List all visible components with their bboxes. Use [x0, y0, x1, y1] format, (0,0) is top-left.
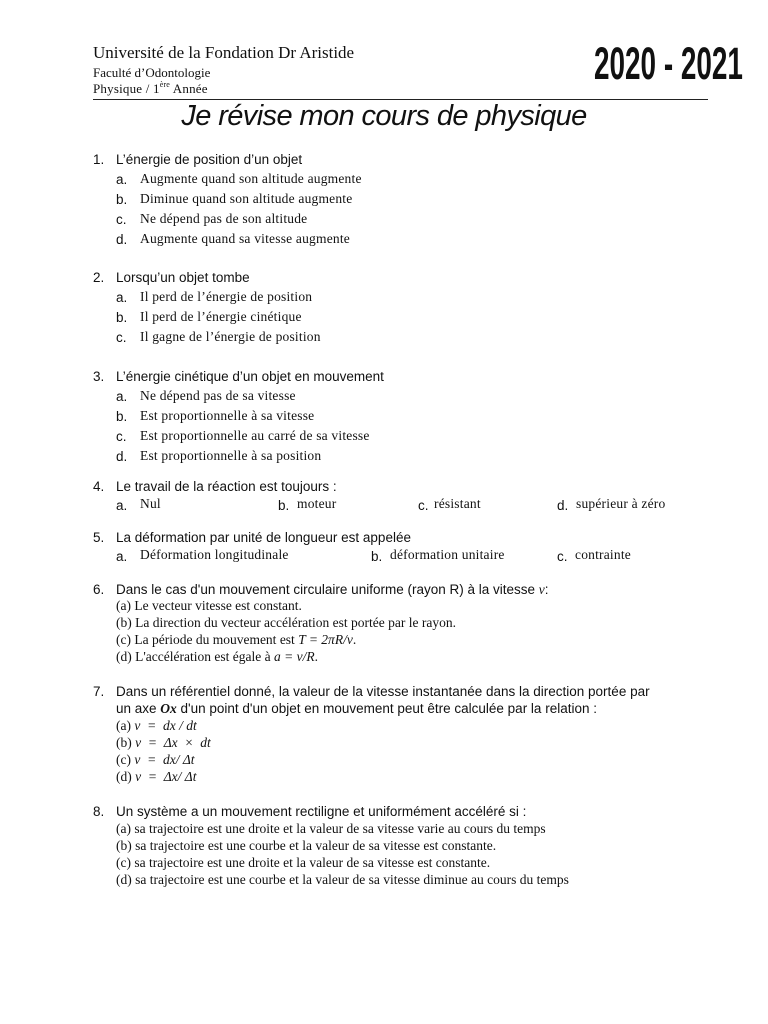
option-letter: d. [557, 498, 569, 513]
option-letter: a. [116, 549, 128, 564]
option-text: contrainte [575, 547, 631, 562]
question-number: 2. [93, 270, 105, 285]
course-label: Physique / 1 [93, 81, 160, 96]
option-text: déformation unitaire [390, 547, 505, 562]
option-label: (b) [116, 735, 136, 750]
option-letter: c. [418, 498, 429, 513]
option-text: (a) Le vecteur vitesse est constant. [116, 598, 302, 613]
option-letter: a. [116, 389, 128, 404]
option-text: moteur [297, 496, 337, 511]
option-text: (a) sa trajectoire est une droite et la valeur de sa vitesse varie au cours du temps [116, 821, 546, 836]
option-text-main: (c) La période du mouvement est [116, 632, 299, 647]
option-formula: v = Δx/ Δt [135, 769, 197, 784]
option-text: Ne dépend pas de son altitude [140, 211, 308, 226]
option-formula: a = v/R [273, 649, 315, 664]
question-number: 5. [93, 530, 105, 545]
option-letter: b. [371, 549, 383, 564]
question-text: Le travail de la réaction est toujours : [116, 479, 337, 494]
question-text-pre: un axe [116, 701, 161, 716]
option-text: résistant [434, 496, 481, 511]
question-text-post: d'un point d'un objet en mouvement peut être calculée par la relation : [176, 701, 597, 716]
option-letter: c. [116, 330, 127, 345]
option-letter: c. [116, 212, 127, 227]
option-letter: a. [116, 172, 128, 187]
question-text: La déformation par unité de longueur est appelée [116, 530, 411, 545]
option-label: (d) [116, 769, 136, 784]
option-text: Déformation longitudinale [140, 547, 289, 562]
option-letter: b. [116, 310, 128, 325]
option-text: Augmente quand sa vitesse augmente [140, 231, 350, 246]
question-text: Lorsqu’un objet tombe [116, 270, 250, 285]
option-label: (c) [116, 752, 135, 767]
question-text [116, 582, 549, 598]
option-text [116, 718, 197, 734]
question-number: 3. [93, 369, 105, 384]
faculty-name: Faculté d’Odontologie [93, 65, 211, 80]
option-text: (b) sa trajectoire est une courbe et la valeur de sa vitesse est constante. [116, 838, 497, 853]
course-suffix: Année [170, 81, 208, 96]
option-text-end: . [314, 649, 318, 664]
option-text [116, 649, 318, 665]
question-number: 1. [93, 152, 105, 167]
option-formula: v = dx / dt [134, 718, 197, 733]
option-letter: b. [278, 498, 290, 513]
option-letter: a. [116, 498, 128, 513]
question-text: Un système a un mouvement rectiligne et uniformément accéléré si : [116, 804, 527, 819]
option-letter: a. [116, 290, 128, 305]
question-text: L’énergie cinétique d’un objet en mouvement [116, 369, 384, 384]
option-text: (b) La direction du vecteur accélération est portée par le rayon. [116, 615, 456, 630]
question-text-main: Dans le cas d'un mouvement circulaire uniforme (rayon R) à la vitesse [116, 582, 539, 597]
option-label: (a) [116, 718, 135, 733]
option-formula: v = Δx × dt [135, 735, 211, 750]
course-superscript: ère [159, 80, 171, 89]
velocity-symbol: v [538, 582, 545, 597]
question-number: 8. [93, 804, 105, 819]
option-text [116, 632, 356, 648]
option-text [116, 735, 211, 751]
axis-symbol: Ox [160, 701, 177, 716]
option-letter: d. [116, 232, 128, 247]
question-text-line2 [116, 701, 597, 717]
option-text: Ne dépend pas de sa vitesse [140, 388, 296, 403]
option-text: Augmente quand son altitude augmente [140, 171, 362, 186]
option-letter: b. [116, 409, 128, 424]
option-text: Nul [140, 496, 161, 511]
option-text: Il perd de l’énergie de position [140, 289, 313, 304]
question-number: 7. [93, 684, 105, 699]
option-letter: d. [116, 449, 128, 464]
option-text-main: (d) L'accélération est égale à [116, 649, 274, 664]
option-text: Il gagne de l’énergie de position [140, 329, 321, 344]
option-text: Est proportionnelle à sa vitesse [140, 408, 315, 423]
question-text: Dans un référentiel donné, la valeur de la vitesse instantanée dans la direction portée par [116, 684, 650, 699]
option-text: Est proportionnelle à sa position [140, 448, 322, 463]
option-text: supérieur à zéro [576, 496, 666, 511]
university-name: Université de la Fondation Dr Aristide [93, 43, 355, 62]
option-text [116, 769, 196, 785]
page-title: Je révise mon cours de physique [181, 100, 587, 132]
option-letter: c. [557, 549, 568, 564]
option-formula: T = 2πR/v [298, 632, 353, 647]
question-number: 4. [93, 479, 105, 494]
option-formula: v = dx/ Δt [134, 752, 195, 767]
option-text: (d) sa trajectoire est une courbe et la valeur de sa vitesse diminue au cours du temps [116, 872, 569, 887]
academic-year: 2020 - 2021 [594, 38, 743, 89]
option-text: (c) sa trajectoire est une droite et la valeur de sa vitesse est constante. [116, 855, 491, 870]
option-text [116, 752, 195, 768]
option-text: Est proportionnelle au carré de sa vitesse [140, 428, 370, 443]
option-letter: b. [116, 192, 128, 207]
question-number: 6. [93, 582, 105, 597]
question-text: L’énergie de position d’un objet [116, 152, 303, 167]
option-text-end: . [352, 632, 357, 647]
option-text: Il perd de l’énergie cinétique [140, 309, 302, 324]
question-text-end: : [544, 582, 549, 597]
option-letter: c. [116, 429, 127, 444]
course-level [93, 81, 208, 97]
option-text: Diminue quand son altitude augmente [140, 191, 353, 206]
